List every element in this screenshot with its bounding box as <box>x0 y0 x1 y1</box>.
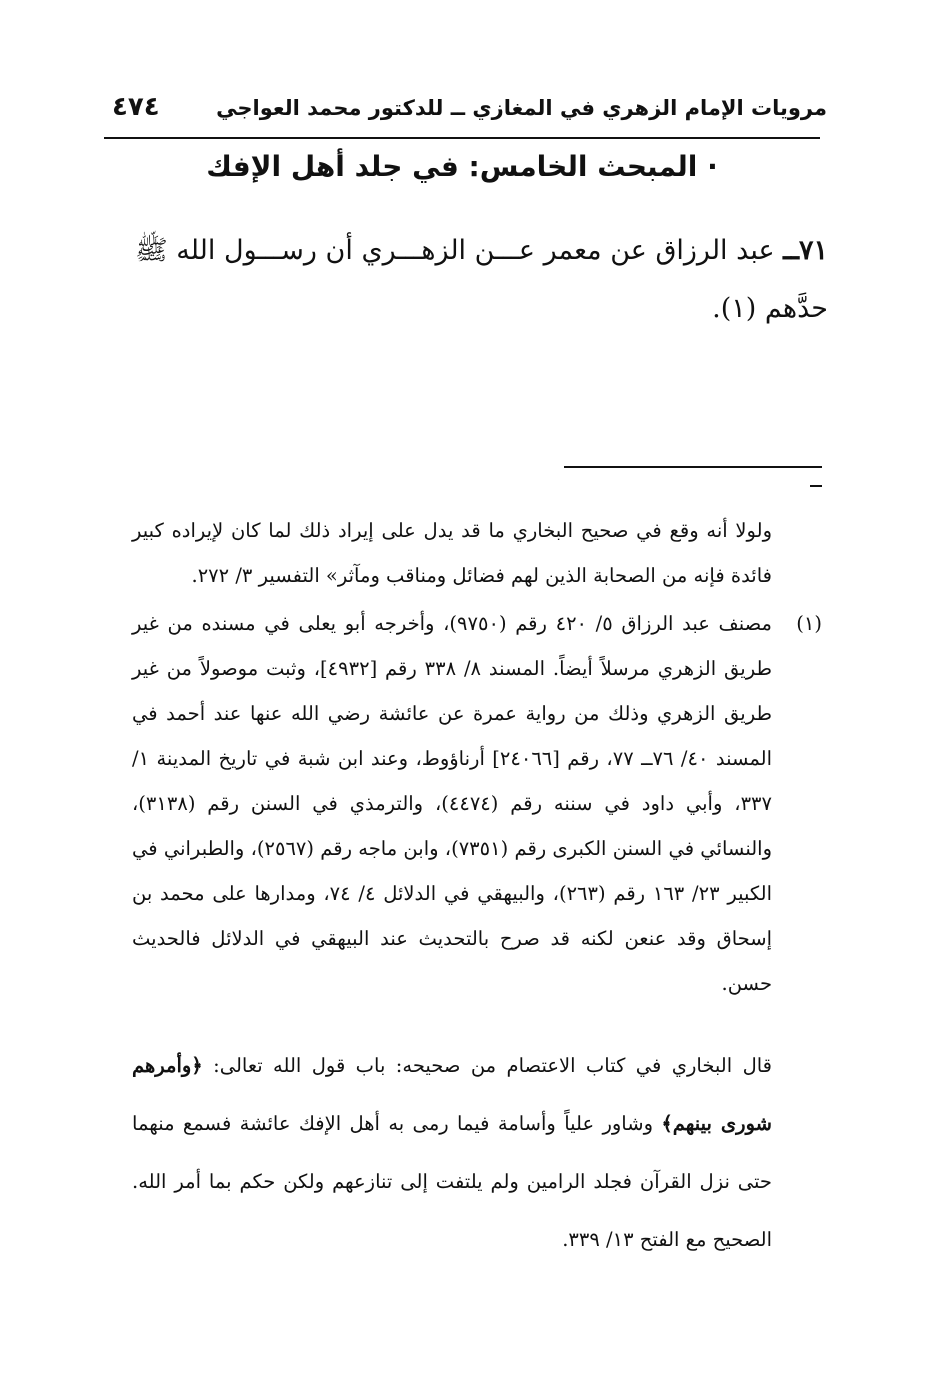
footnote-bukhari-note <box>132 1037 772 1269</box>
note-rest: وشاور علياً وأسامة فيما رمى به أهل الإفك عائشة فسمع منهما حتى نزل القرآن فجلد الرامين ولم يلتفت إلى تنازعهم ولكن حكم بما أمر الله. الصحيح مع الفتح ١٣/ ٣٣٩. <box>132 1112 772 1251</box>
hadith-number: ٧١ــ <box>783 235 828 266</box>
note-intro: قال البخاري في كتاب الاعتصام من صحيحه: باب قول الله تعالى: <box>202 1054 772 1077</box>
hadith-body: عبد الرزاق عن معمر عـــن الزهـــري أن رســـول الله ﷺ حدَّهم <box>135 235 828 324</box>
footnote-separator <box>564 466 822 468</box>
footnote-reference: (١). <box>712 293 765 324</box>
continuation-mark <box>810 485 822 487</box>
hadith-text <box>128 222 828 338</box>
header-rule <box>104 137 820 139</box>
footnote-1-marker: (١) <box>796 612 822 635</box>
footnote-continued: ولولا أنه وقع في صحيح البخاري ما قد يدل على إيراد ذلك لما كان لإيراده كبير فائدة فإنه من الصحابة الذين لهم فضائل ومناقب ومآثر» التفسير ٣/ ٢٧٢. <box>132 519 772 587</box>
section-title: · المبحث الخامس: في جلد أهل الإفك <box>206 150 718 183</box>
running-header-title: مرويات الإمام الزهري في المغازي ــ للدكتور محمد العواجي <box>216 96 827 120</box>
quran-quote: ﴿وأمرهم شورى بينهم﴾ <box>132 1054 772 1135</box>
footnote-1-text: مصنف عبد الرزاق ٥/ ٤٢٠ رقم (٩٧٥٠)، وأخرجه أبو يعلى في مسنده من غير طريق الزهري مرسلاً أيضاً. المسند ٨/ ٣٣٨ رقم [٤٩٣٢]، وثبت موصولاً من غير طريق الزهري وذلك من رواية عمرة عن عائشة رضي الله عنها عند أحمد في المسند ٤٠/ ٧٦ــ ٧٧، رقم [٢٤٠٦٦] أرناؤوط، وعند ابن شبة في تاريخ المدينة ١/ ٣٣٧، وأبي داود في سننه رقم (٤٤٧٤)، والترمذي في السنن رقم (٣١٣٨)، والنسائي في السنن الكبرى رقم (٧٣٥١)، وابن ماجه رقم (٢٥٦٧)، والطبراني في الكبير ٢٣/ ١٦٣ رقم (٢٦٣)، والبيهقي في الدلائل ٤/ ٧٤، ومدارها على محمد بن إسحاق وقد عنعن لكنه قد صرح بالتحديث عند البيهقي في الدلائل فالحديث حسن. <box>132 612 773 995</box>
page-number: ٤٧٤ <box>112 92 160 122</box>
